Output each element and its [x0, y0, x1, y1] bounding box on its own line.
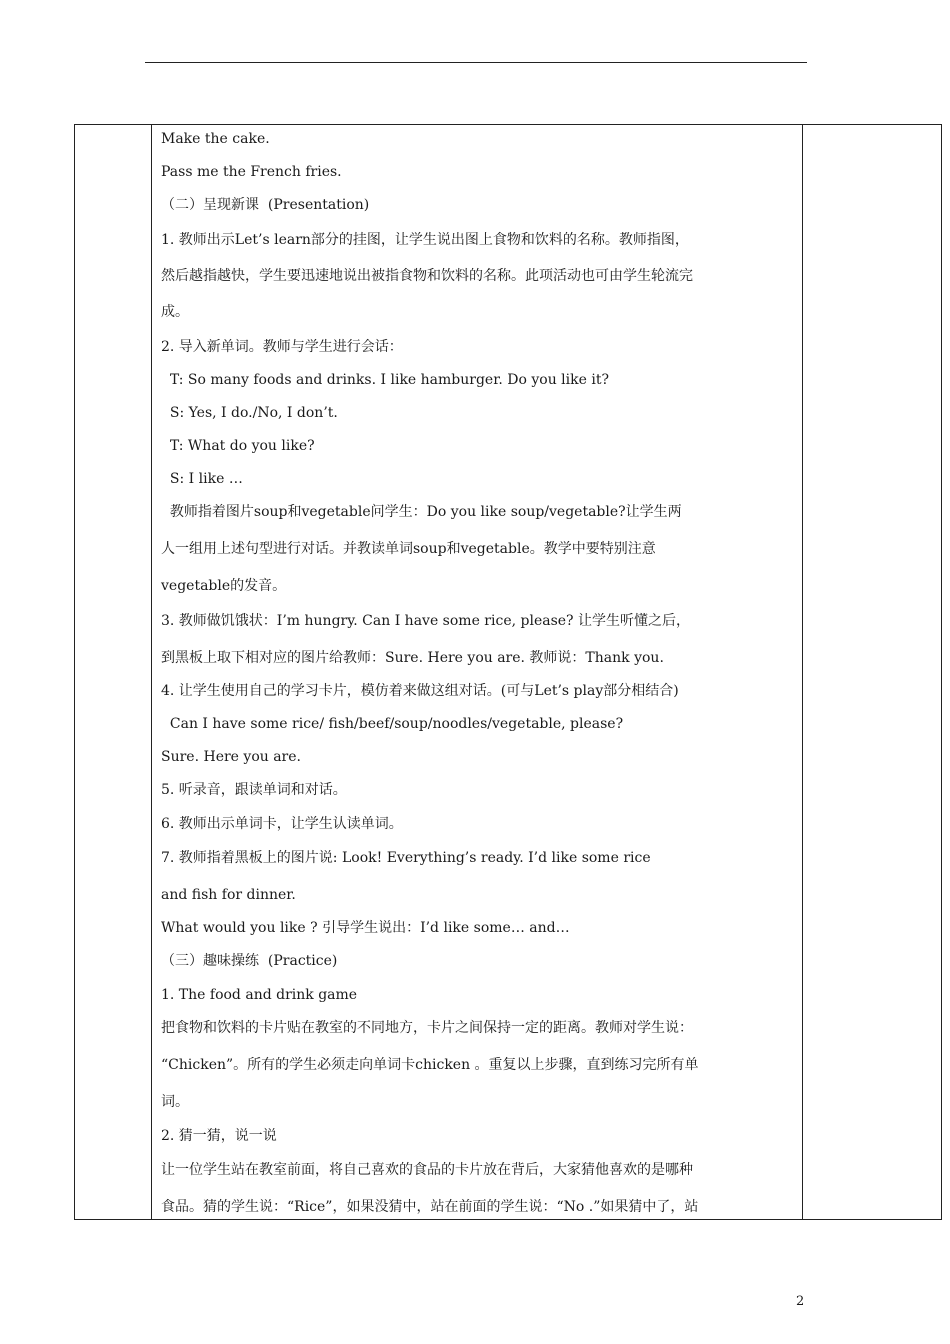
text-line: 5. 听录音，跟读单词和对话。 — [161, 782, 347, 798]
header-rule — [145, 62, 807, 63]
lesson-plan-table — [74, 124, 942, 1220]
dialogue-line: T: What do you like? — [161, 438, 315, 454]
text-line: 2. 猜一猜，说一说 — [161, 1128, 277, 1144]
text-line: 1. 教师出示Let’s learn部分的挂图，让学生说出图上食物和饮料的名称。教师指图， — [161, 232, 689, 248]
column-divider-left — [151, 125, 152, 1219]
text-line: 把食物和饮料的卡片贴在教室的不同地方，卡片之间保持一定的距离。教师对学生说： — [161, 1020, 693, 1036]
text-line: 让一位学生站在教室前面，将自己喜欢的食品的卡片放在背后，大家猜他喜欢的是哪种 — [161, 1162, 693, 1178]
text-line: 人一组用上述句型进行对话。并教读单词soup和vegetable。教学中要特别注意 — [161, 541, 656, 557]
text-line: vegetable的发音。 — [161, 578, 287, 594]
text-line: Make the cake. — [161, 131, 270, 147]
text-line: 2. 导入新单词。教师与学生进行会话： — [161, 339, 403, 355]
dialogue-line: Sure. Here you are. — [161, 749, 301, 765]
text-line: 到黑板上取下相对应的图片给教师：Sure. Here you are. 教师说：Thank you. — [161, 650, 664, 666]
column-divider-right — [802, 125, 803, 1219]
dialogue-line: S: I like … — [161, 471, 243, 487]
text-line: 食品。猜的学生说：“Rice”，如果没猜中，站在前面的学生说：“No .”如果猜中了，站 — [161, 1199, 699, 1215]
text-line: Pass me the French fries. — [161, 164, 342, 180]
section-heading: （三）趣味操练 (Practice) — [161, 953, 338, 969]
text-line: 教师指着图片soup和vegetable问学生：Do you like soup/vegetable?让学生两 — [161, 504, 682, 520]
text-line: What would you like ? 引导学生说出：I’d like some… and… — [161, 920, 570, 936]
text-line: 7. 教师指着黑板上的图片说: Look! Everything’s ready. I’d like some rice — [161, 850, 651, 866]
page-number: 2 — [796, 1294, 805, 1309]
text-line: “Chicken”。所有的学生必须走向单词卡chicken 。重复以上步骤，直到练习完所有单 — [161, 1057, 699, 1073]
dialogue-line: T: So many foods and drinks. I like hamburger. Do you like it? — [161, 372, 609, 388]
text-line: 6. 教师出示单词卡，让学生认读单词。 — [161, 816, 403, 832]
text-line: 然后越指越快，学生要迅速地说出被指食物和饮料的名称。此项活动也可由学生轮流完 — [161, 268, 693, 284]
text-line: and fish for dinner. — [161, 887, 296, 903]
dialogue-line: S: Yes, I do./No, I don’t. — [161, 405, 338, 421]
text-line: 成。 — [161, 304, 189, 320]
text-line: 3. 教师做饥饿状：I’m hungry. Can I have some rice, please? 让学生听懂之后， — [161, 613, 690, 629]
text-line: 1. The food and drink game — [161, 987, 358, 1003]
text-line: 4. 让学生使用自己的学习卡片，模仿着来做这组对话。(可与Let’s play部分相结合) — [161, 683, 679, 699]
text-line: 词。 — [161, 1094, 189, 1110]
section-heading: （二）呈现新课 (Presentation) — [161, 197, 370, 213]
dialogue-line: Can I have some rice/ fish/beef/soup/noodles/vegetable, please? — [161, 716, 624, 732]
